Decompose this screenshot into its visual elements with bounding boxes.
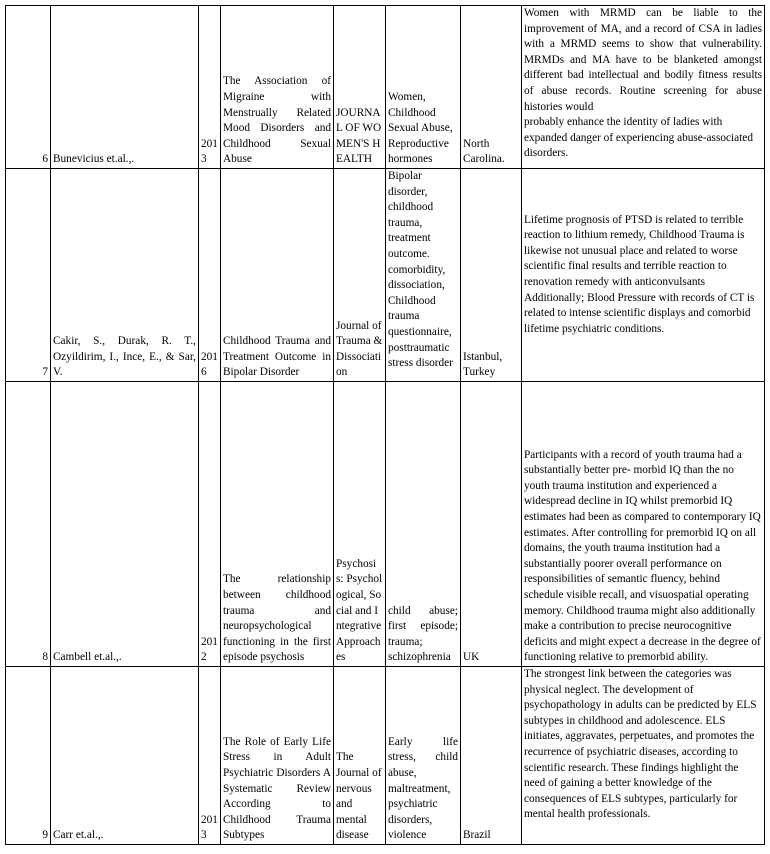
table-row xyxy=(6,169,765,382)
author-cell: Cakir, S., Durak, R. T., Ozyildirim, I., Ince, E., & Sar, V. xyxy=(51,169,199,382)
title-cell: The Association of Migraine with Menstrually Related Mood Disorders and Childhood Sexual Abuse xyxy=(221,6,334,169)
title-cell: Childhood Trauma and Treatment Outcome in Bipolar Disorder xyxy=(221,169,334,382)
country-cell: UK xyxy=(461,382,522,667)
keywords-cell: child abuse; first episode; trauma; schizophrenia xyxy=(386,382,461,667)
country-cell: North Carolina. xyxy=(461,6,522,169)
result-text: Participants with a record of youth trauma had a substantially better pre- morbid IQ than the no youth trauma institution and experienced a widespread decline in IQ whilst premorbid IQ estimates had been as compared to contemporary IQ estimates. After controlling for premorbid IQ on all domains, the youth trauma institution had a substantially poorer overall performance on responsibilities of semantic fluency, behind schedule visible recall, and visuospatial operating memory. Childhood trauma might also additionally make a contribution to precise neurocognitive deficits and might expect a decrease in the degree of functioning relative to premorbid ability. xyxy=(524,448,761,664)
journal-cell: JOURNAL OF WOMEN'S HEALTH xyxy=(334,6,386,169)
country-cell: Brazil xyxy=(461,667,522,845)
country-cell: Istanbul, Turkey xyxy=(461,169,522,382)
table-row xyxy=(6,667,765,845)
year-cell: 2012 xyxy=(199,382,221,667)
result-cell xyxy=(522,667,765,845)
result-text: Lifetime prognosis of PTSD is related to terrible reaction to lithium remedy, Childhood Trauma is likewise not unusual place and related to worse scientific final results and terrible reaction to renovation remedy with anticonvulsants Additionally; Blood Pressure with records of CT is related to intense scientific displays and comorbid lifetime psychiatric conditions. xyxy=(524,213,755,335)
author-cell: Bunevicius et.al.,. xyxy=(51,6,199,169)
journal-cell: Journal of Trauma & Dissociation xyxy=(334,169,386,382)
row-number: 9 xyxy=(6,667,51,845)
result-text: The strongest link between the categories was physical neglect. The development of psychopathology in adults can be predicted by ELS subtypes in childhood and adolescence. ELS initiates, aggravates, perpetuates, and promotes the recurrence of psychiatric diseases, according to scientific research. These findings highlight the need of gaining a better knowledge of the consequences of ELS subtypes, particularly for mental health professionals. xyxy=(524,668,757,821)
result-cell xyxy=(522,382,765,667)
table-row xyxy=(6,6,765,169)
author-cell: Cambell et.al.,. xyxy=(51,382,199,667)
table-row xyxy=(6,382,765,667)
title-cell: The relationship between childhood trauma and neuropsychological functioning in the first episode psychosis xyxy=(221,382,334,667)
year-cell: 2013 xyxy=(199,667,221,845)
literature-review-table xyxy=(5,5,765,845)
keywords-cell: Early life stress, child abuse, maltreatment, psychiatric disorders, violence xyxy=(386,667,461,845)
journal-cell: Psychosis: Psychological, Social and Integrative Approaches xyxy=(334,382,386,667)
row-number: 8 xyxy=(6,382,51,667)
title-cell: The Role of Early Life Stress in Adult Psychiatric Disorders A Systematic Review According to Childhood Trauma Subtypes xyxy=(221,667,334,845)
year-cell: 2016 xyxy=(199,169,221,382)
year-cell: 2013 xyxy=(199,6,221,169)
author-cell: Carr et.al.,. xyxy=(51,667,199,845)
result-text-part-2: probably enhance the identity of ladies with expanded danger of experiencing abuse-associated disorders. xyxy=(524,116,753,160)
journal-cell: The Journal of nervous and mental disease xyxy=(334,667,386,845)
row-number: 6 xyxy=(6,6,51,169)
keywords-cell: Bipolar disorder, childhood trauma, treatment outcome. comorbidity, dissociation, Childhood trauma questionnaire, posttraumatic stress disorder xyxy=(386,169,461,382)
result-text-part-1: Women with MRMD can be liable to the improvement of MA, and a record of CSA in ladies with a MRMD seems to show that vulnerability. MRMDs and MA have to be blanketed amongst different bad intellectual and bodily fitness results of abuse records. Routine screening for abuse histories would xyxy=(524,7,762,113)
result-cell xyxy=(522,6,765,169)
keywords-cell: Women, Childhood Sexual Abuse, Reproductive hormones xyxy=(386,6,461,169)
result-cell xyxy=(522,169,765,382)
row-number: 7 xyxy=(6,169,51,382)
